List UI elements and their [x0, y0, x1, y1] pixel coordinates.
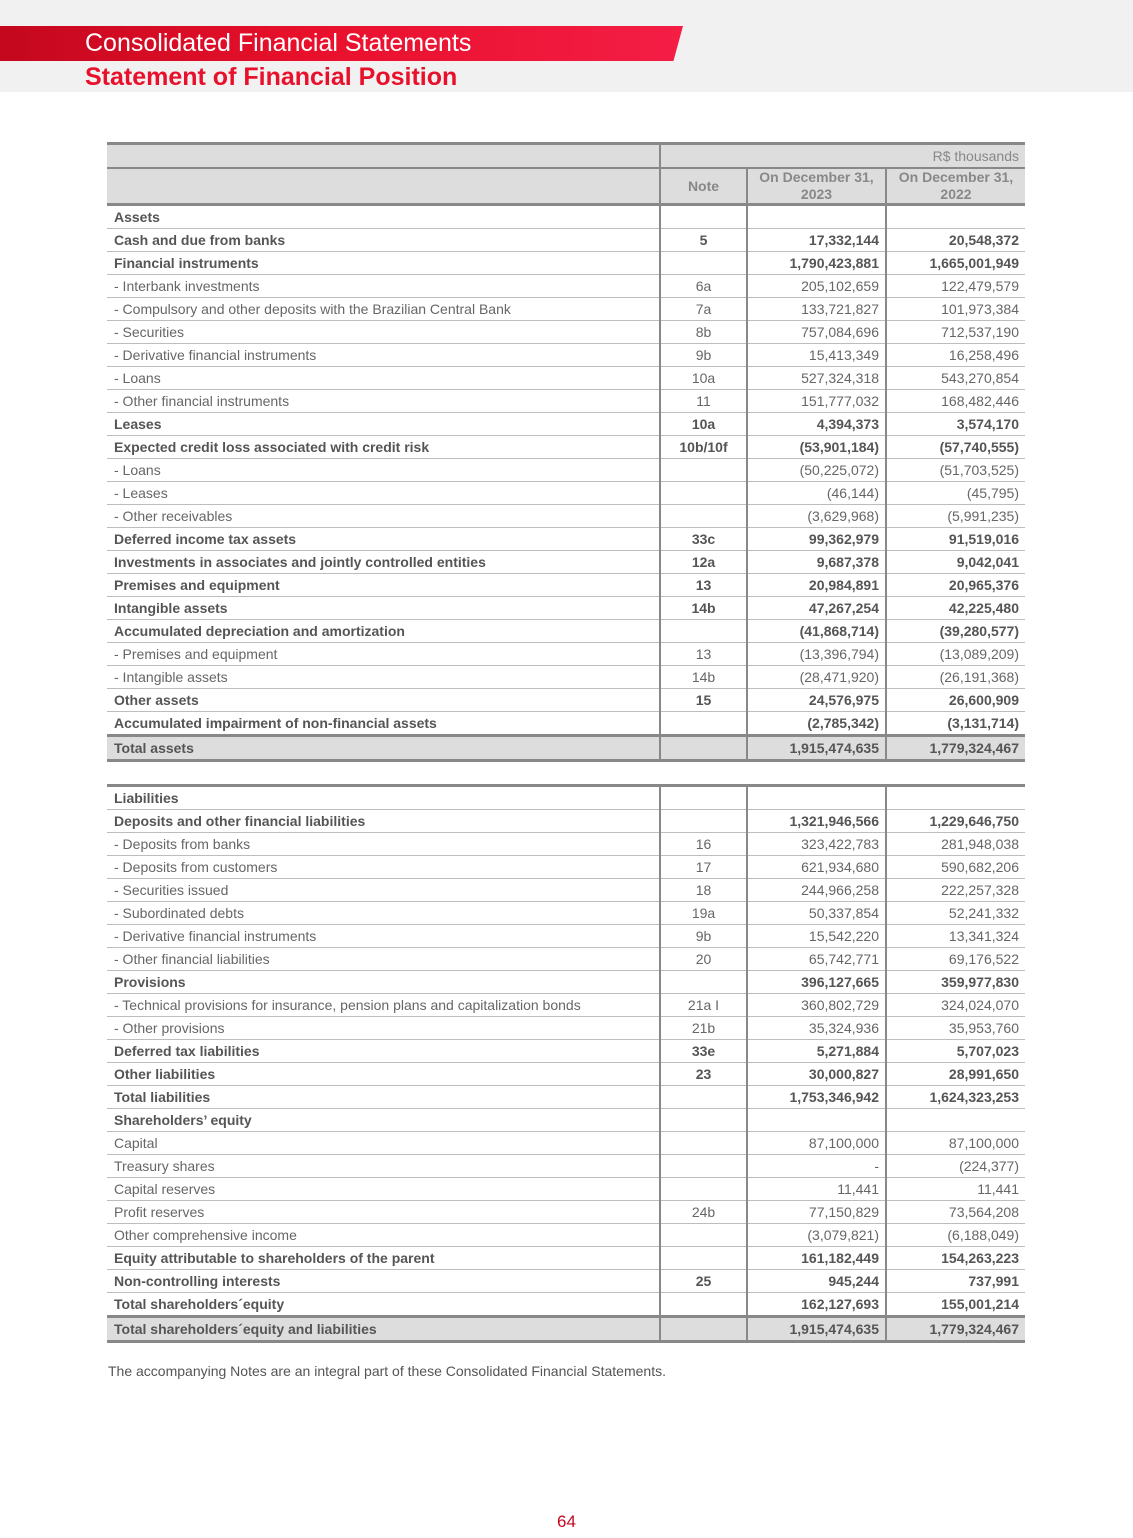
row-note: 14b — [660, 597, 747, 620]
table-row — [107, 902, 1025, 925]
row-note: 10a — [660, 413, 747, 436]
row-note — [660, 712, 747, 736]
row-value-2023: (53,901,184) — [747, 436, 886, 459]
table-row — [107, 1270, 1025, 1293]
row-note: 15 — [660, 689, 747, 712]
row-note: 20 — [660, 948, 747, 971]
row-value-2023: 15,413,349 — [747, 344, 886, 367]
table-row — [107, 413, 1025, 436]
row-label: Capital reserves — [107, 1178, 660, 1201]
table-row — [107, 810, 1025, 833]
row-value-2022: 69,176,522 — [886, 948, 1025, 971]
row-value-2023: 9,687,378 — [747, 551, 886, 574]
row-label: Total shareholders´equity and liabilities — [107, 1317, 660, 1342]
row-value-2022: 73,564,208 — [886, 1201, 1025, 1224]
table-row — [107, 1109, 1025, 1132]
row-label: Total liabilities — [107, 1086, 660, 1109]
row-value-2022: 543,270,854 — [886, 367, 1025, 390]
row-value-2023: 133,721,827 — [747, 298, 886, 321]
row-value-2022: 359,977,830 — [886, 971, 1025, 994]
row-value-2022: 324,024,070 — [886, 994, 1025, 1017]
row-note: 10a — [660, 367, 747, 390]
row-value-2023: 1,790,423,881 — [747, 252, 886, 275]
row-label: - Premises and equipment — [107, 643, 660, 666]
table-row — [107, 1247, 1025, 1270]
row-label: Other assets — [107, 689, 660, 712]
row-value-2022 — [886, 1109, 1025, 1132]
row-label: Equity attributable to shareholders of the parent — [107, 1247, 660, 1270]
row-label: Accumulated depreciation and amortization — [107, 620, 660, 643]
row-label: - Deposits from banks — [107, 833, 660, 856]
row-value-2022: 155,001,214 — [886, 1293, 1025, 1317]
row-label: - Other receivables — [107, 505, 660, 528]
row-label: Financial instruments — [107, 252, 660, 275]
row-note — [660, 971, 747, 994]
row-value-2023: 323,422,783 — [747, 833, 886, 856]
row-value-2023: 396,127,665 — [747, 971, 886, 994]
row-label: Expected credit loss associated with credit risk — [107, 436, 660, 459]
row-value-2022: 1,665,001,949 — [886, 252, 1025, 275]
row-value-2022: (5,991,235) — [886, 505, 1025, 528]
row-note — [660, 482, 747, 505]
row-label: Investments in associates and jointly controlled entities — [107, 551, 660, 574]
table-row — [107, 1178, 1025, 1201]
row-value-2022: 154,263,223 — [886, 1247, 1025, 1270]
row-value-2023: 87,100,000 — [747, 1132, 886, 1155]
table-row — [107, 367, 1025, 390]
section-title: Consolidated Financial Statements — [85, 29, 472, 57]
table-row — [107, 1063, 1025, 1086]
row-value-2023: 30,000,827 — [747, 1063, 886, 1086]
row-value-2023: 162,127,693 — [747, 1293, 886, 1317]
row-value-2022: 5,707,023 — [886, 1040, 1025, 1063]
row-label: - Loans — [107, 459, 660, 482]
row-label: Deferred income tax assets — [107, 528, 660, 551]
row-note — [660, 459, 747, 482]
row-note: 11 — [660, 390, 747, 413]
row-value-2022: 20,548,372 — [886, 229, 1025, 252]
row-value-2023: 205,102,659 — [747, 275, 886, 298]
row-note — [660, 810, 747, 833]
table-row — [107, 712, 1025, 736]
row-value-2023: (28,471,920) — [747, 666, 886, 689]
row-label: Deposits and other financial liabilities — [107, 810, 660, 833]
row-label: - Deposits from customers — [107, 856, 660, 879]
row-label: Capital — [107, 1132, 660, 1155]
row-value-2022: 122,479,579 — [886, 275, 1025, 298]
row-label: - Derivative financial instruments — [107, 344, 660, 367]
table-header-row — [107, 168, 1025, 205]
row-note: 13 — [660, 574, 747, 597]
row-label: Total shareholders´equity — [107, 1293, 660, 1317]
row-note — [660, 1247, 747, 1270]
row-note — [660, 1086, 747, 1109]
row-value-2023: 1,915,474,635 — [747, 1317, 886, 1342]
row-value-2023: (2,785,342) — [747, 712, 886, 736]
row-label: - Securities — [107, 321, 660, 344]
row-label: - Other financial instruments — [107, 390, 660, 413]
row-value-2023: 50,337,854 — [747, 902, 886, 925]
row-label: Shareholders’ equity — [107, 1109, 660, 1132]
row-value-2022: 101,973,384 — [886, 298, 1025, 321]
row-note: 33c — [660, 528, 747, 551]
table-row — [107, 786, 1025, 810]
row-value-2022: 281,948,038 — [886, 833, 1025, 856]
row-value-2022: 87,100,000 — [886, 1132, 1025, 1155]
row-value-2022: 26,600,909 — [886, 689, 1025, 712]
table-row — [107, 925, 1025, 948]
table-row — [107, 1132, 1025, 1155]
row-value-2022: 9,042,041 — [886, 551, 1025, 574]
table-row — [107, 1293, 1025, 1317]
table-row — [107, 275, 1025, 298]
row-value-2022: 16,258,496 — [886, 344, 1025, 367]
row-value-2023: 77,150,829 — [747, 1201, 886, 1224]
row-note: 8b — [660, 321, 747, 344]
row-label: Other liabilities — [107, 1063, 660, 1086]
row-note: 24b — [660, 1201, 747, 1224]
row-label: - Other provisions — [107, 1017, 660, 1040]
row-value-2022: (57,740,555) — [886, 436, 1025, 459]
table-row — [107, 994, 1025, 1017]
table-row — [107, 205, 1025, 229]
table-row — [107, 1201, 1025, 1224]
row-value-2023: 24,576,975 — [747, 689, 886, 712]
row-value-2022 — [886, 205, 1025, 229]
row-label: - Compulsory and other deposits with the Brazilian Central Bank — [107, 298, 660, 321]
row-value-2022: 1,779,324,467 — [886, 736, 1025, 761]
row-value-2023: - — [747, 1155, 886, 1178]
row-note — [660, 620, 747, 643]
row-label: - Interbank investments — [107, 275, 660, 298]
row-note: 23 — [660, 1063, 747, 1086]
row-note: 9b — [660, 925, 747, 948]
table-row — [107, 689, 1025, 712]
total-row — [107, 1317, 1025, 1342]
row-note: 21a I — [660, 994, 747, 1017]
row-value-2022: 11,441 — [886, 1178, 1025, 1201]
table-row — [107, 505, 1025, 528]
row-note — [660, 1293, 747, 1317]
row-value-2023: 5,271,884 — [747, 1040, 886, 1063]
table-row — [107, 551, 1025, 574]
row-label: Assets — [107, 205, 660, 229]
row-value-2023: 161,182,449 — [747, 1247, 886, 1270]
table-row — [107, 1155, 1025, 1178]
table-row — [107, 971, 1025, 994]
row-value-2022: 13,341,324 — [886, 925, 1025, 948]
row-note: 33e — [660, 1040, 747, 1063]
row-value-2022: (39,280,577) — [886, 620, 1025, 643]
row-note — [660, 205, 747, 229]
row-value-2023: (50,225,072) — [747, 459, 886, 482]
row-value-2022: 42,225,480 — [886, 597, 1025, 620]
col-header-2022: On December 31, 2022 — [886, 168, 1025, 205]
row-value-2023: 757,084,696 — [747, 321, 886, 344]
row-label: Provisions — [107, 971, 660, 994]
table-row — [107, 252, 1025, 275]
page-number: 64 — [557, 1512, 576, 1531]
table-row — [107, 1017, 1025, 1040]
row-note: 14b — [660, 666, 747, 689]
row-note — [660, 786, 747, 810]
units-label: R$ thousands — [660, 144, 1025, 169]
row-value-2022: 52,241,332 — [886, 902, 1025, 925]
row-note: 16 — [660, 833, 747, 856]
table-row — [107, 528, 1025, 551]
row-value-2022: (224,377) — [886, 1155, 1025, 1178]
row-note: 7a — [660, 298, 747, 321]
row-note — [660, 1224, 747, 1247]
row-value-2023: 945,244 — [747, 1270, 886, 1293]
table-row — [107, 1224, 1025, 1247]
table-row — [107, 436, 1025, 459]
row-note — [660, 1109, 747, 1132]
table-row — [107, 1086, 1025, 1109]
table-row — [107, 856, 1025, 879]
row-value-2023: 15,542,220 — [747, 925, 886, 948]
table-header-units-row — [107, 144, 1025, 169]
row-label: - Technical provisions for insurance, pension plans and capitalization bonds — [107, 994, 660, 1017]
table-row — [107, 1040, 1025, 1063]
row-label: Other comprehensive income — [107, 1224, 660, 1247]
row-label: Treasury shares — [107, 1155, 660, 1178]
row-value-2023: 65,742,771 — [747, 948, 886, 971]
row-label: Deferred tax liabilities — [107, 1040, 660, 1063]
table-row — [107, 574, 1025, 597]
row-value-2023 — [747, 786, 886, 810]
row-value-2023: (3,629,968) — [747, 505, 886, 528]
row-label: Cash and due from banks — [107, 229, 660, 252]
row-note — [660, 1178, 747, 1201]
row-value-2023: (3,079,821) — [747, 1224, 886, 1247]
total-row — [107, 736, 1025, 761]
row-label: - Other financial liabilities — [107, 948, 660, 971]
row-value-2022: 91,519,016 — [886, 528, 1025, 551]
row-value-2022: (13,089,209) — [886, 643, 1025, 666]
row-value-2023: 527,324,318 — [747, 367, 886, 390]
row-label: Non-controlling interests — [107, 1270, 660, 1293]
table-row — [107, 597, 1025, 620]
row-note: 21b — [660, 1017, 747, 1040]
row-label: Intangible assets — [107, 597, 660, 620]
row-value-2023: 1,753,346,942 — [747, 1086, 886, 1109]
row-label: Premises and equipment — [107, 574, 660, 597]
row-value-2022: (45,795) — [886, 482, 1025, 505]
page-title: Statement of Financial Position — [85, 63, 458, 91]
row-value-2022: 590,682,206 — [886, 856, 1025, 879]
row-note — [660, 505, 747, 528]
row-label: - Loans — [107, 367, 660, 390]
row-label: Liabilities — [107, 786, 660, 810]
row-note: 5 — [660, 229, 747, 252]
financial-position-table — [107, 142, 1025, 1343]
row-note: 19a — [660, 902, 747, 925]
row-value-2022: 168,482,446 — [886, 390, 1025, 413]
row-value-2022: 222,257,328 — [886, 879, 1025, 902]
table-row — [107, 390, 1025, 413]
row-label: Total assets — [107, 736, 660, 761]
row-value-2022: 3,574,170 — [886, 413, 1025, 436]
row-value-2022: 20,965,376 — [886, 574, 1025, 597]
row-label: Leases — [107, 413, 660, 436]
row-value-2022: (3,131,714) — [886, 712, 1025, 736]
row-value-2023: 244,966,258 — [747, 879, 886, 902]
footnote: The accompanying Notes are an integral part of these Consolidated Financial Statements. — [108, 1363, 666, 1379]
row-note — [660, 1155, 747, 1178]
col-header-2023: On December 31, 2023 — [747, 168, 886, 205]
row-value-2023: 621,934,680 — [747, 856, 886, 879]
table-row — [107, 620, 1025, 643]
row-note: 17 — [660, 856, 747, 879]
row-note: 13 — [660, 643, 747, 666]
row-value-2022: (6,188,049) — [886, 1224, 1025, 1247]
row-value-2022: 712,537,190 — [886, 321, 1025, 344]
row-label: - Intangible assets — [107, 666, 660, 689]
row-value-2023: 35,324,936 — [747, 1017, 886, 1040]
row-value-2023: 151,777,032 — [747, 390, 886, 413]
row-note — [660, 736, 747, 761]
row-label: - Derivative financial instruments — [107, 925, 660, 948]
row-value-2022: 28,991,650 — [886, 1063, 1025, 1086]
row-value-2022: 35,953,760 — [886, 1017, 1025, 1040]
row-label: - Leases — [107, 482, 660, 505]
row-note — [660, 252, 747, 275]
row-note: 9b — [660, 344, 747, 367]
row-note — [660, 1132, 747, 1155]
row-value-2023: 17,332,144 — [747, 229, 886, 252]
table-row — [107, 482, 1025, 505]
row-value-2023: (41,868,714) — [747, 620, 886, 643]
row-value-2022: (51,703,525) — [886, 459, 1025, 482]
table-row — [107, 879, 1025, 902]
table-row — [107, 643, 1025, 666]
row-note: 10b/10f — [660, 436, 747, 459]
row-note: 6a — [660, 275, 747, 298]
row-value-2022: (26,191,368) — [886, 666, 1025, 689]
row-label: Profit reserves — [107, 1201, 660, 1224]
table-row — [107, 229, 1025, 252]
row-value-2023: 99,362,979 — [747, 528, 886, 551]
table-row — [107, 344, 1025, 367]
row-value-2023: (13,396,794) — [747, 643, 886, 666]
col-header-note: Note — [660, 168, 747, 205]
row-value-2023 — [747, 205, 886, 229]
row-note: 18 — [660, 879, 747, 902]
row-label: Accumulated impairment of non-financial assets — [107, 712, 660, 736]
row-value-2023: 20,984,891 — [747, 574, 886, 597]
row-value-2022 — [886, 786, 1025, 810]
row-value-2023: 1,915,474,635 — [747, 736, 886, 761]
row-note — [660, 1317, 747, 1342]
row-value-2023: 4,394,373 — [747, 413, 886, 436]
table-row — [107, 833, 1025, 856]
row-label: - Subordinated debts — [107, 902, 660, 925]
section-spacer — [107, 761, 1025, 786]
table-row — [107, 948, 1025, 971]
row-value-2022: 1,229,646,750 — [886, 810, 1025, 833]
row-value-2023: 1,321,946,566 — [747, 810, 886, 833]
row-value-2023: (46,144) — [747, 482, 886, 505]
row-value-2022: 737,991 — [886, 1270, 1025, 1293]
row-note: 12a — [660, 551, 747, 574]
table-row — [107, 321, 1025, 344]
table-row — [107, 666, 1025, 689]
row-value-2023: 360,802,729 — [747, 994, 886, 1017]
row-note: 25 — [660, 1270, 747, 1293]
row-value-2023: 11,441 — [747, 1178, 886, 1201]
row-value-2023: 47,267,254 — [747, 597, 886, 620]
table-row — [107, 298, 1025, 321]
row-label: - Securities issued — [107, 879, 660, 902]
row-value-2023 — [747, 1109, 886, 1132]
table-row — [107, 459, 1025, 482]
row-value-2022: 1,624,323,253 — [886, 1086, 1025, 1109]
row-value-2022: 1,779,324,467 — [886, 1317, 1025, 1342]
